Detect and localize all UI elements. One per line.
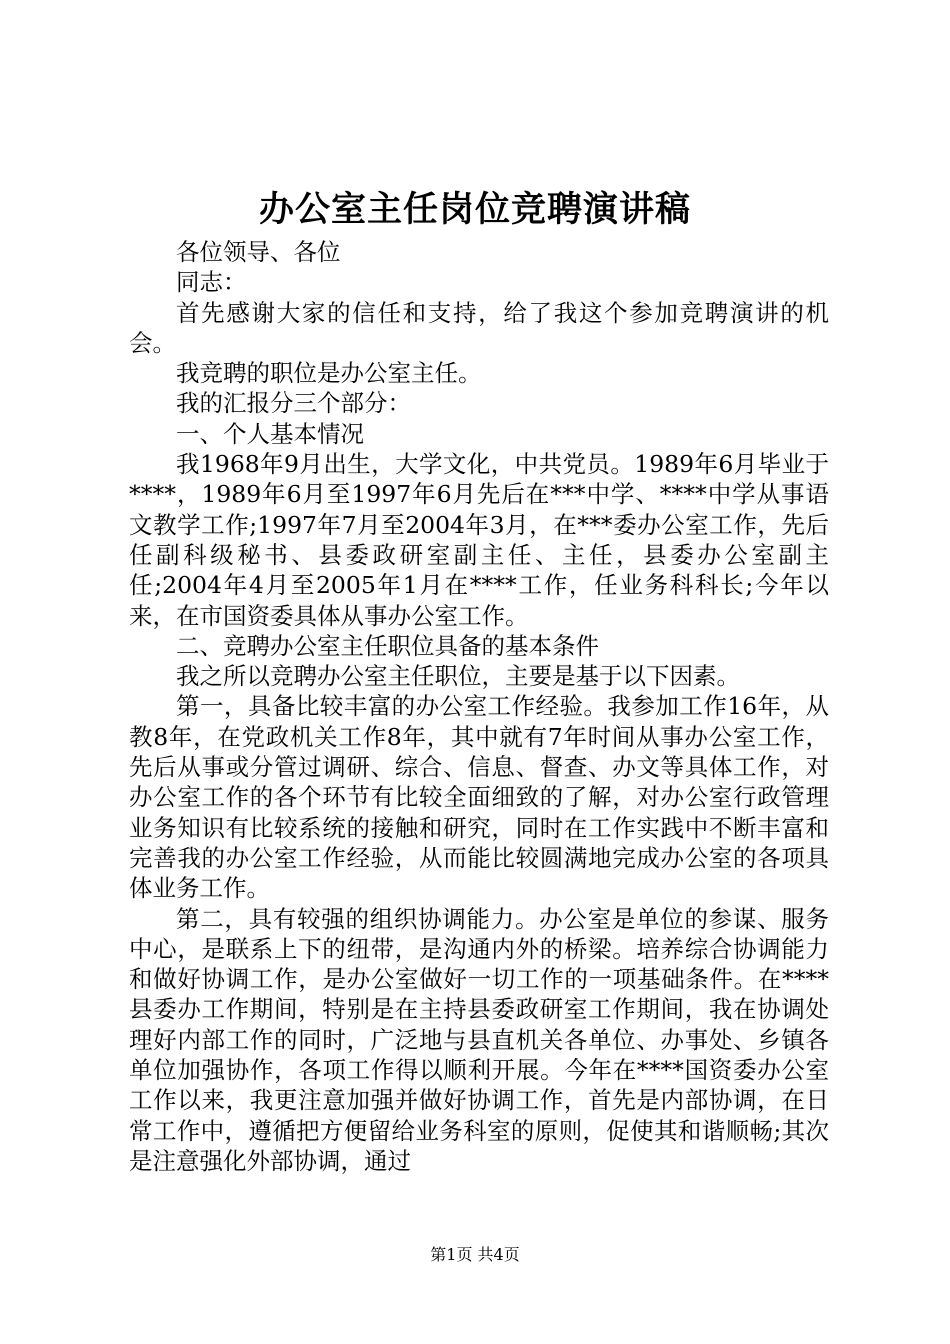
paragraph-background: 我1968年9月出生，大学文化，中共党员。1989年6月毕业于****，1989年6月至1997年6月先后在***中学、****中学从事语文教学工作;1997年7月至2004年3月，在***委办公室工作，先后任副科级秘书、县委政研室副主任、主任，县委办公室副主任;2004年4月至2005年1月在****工作，任业务科科长;今年以来，在市国资委具体从事办公室工作。 (129, 450, 829, 630)
document-title: 办公室主任岗位竞聘演讲稿 (258, 189, 691, 230)
paragraph-opening: 首先感谢大家的信任和支持，给了我这个参加竞聘演讲的机会。 (129, 298, 829, 357)
paragraph-reason-1: 第一，具备比较丰富的办公室工作经验。我参加工作16年，从教8年，在党政机关工作8年，其中就有7年时间从事办公室工作，先后从事或分管过调研、综合、信息、督查、办文等具体工作，对办公室工作的各个环节有比较全面细致的了解，对办公室行政管理业务知识有比较系统的接触和研究，同时在工作实践中不断丰富和完善我的办公室工作经验，从而能比较圆满地完成办公室的各项具体业务工作。 (129, 692, 829, 903)
paragraph-reasons-intro: 我之所以竞聘办公室主任职位，主要是基于以下因素。 (176, 662, 740, 691)
paragraph-position: 我竞聘的职位是办公室主任。 (176, 359, 482, 388)
page-number-footer: 第1页 共4页 (430, 1245, 520, 1264)
paragraph-reason-2: 第二，具有较强的组织协调能力。办公室是单位的参谋、服务中心，是联系上下的纽带，是沟通内外的桥梁。培养综合协调能力和做好协调工作，是办公室做好一切工作的一项基础条件。在****县委办工作期间，特别是在主持县委政研室工作期间，我在协调处理好内部工作的同时，广泛地与县直机关各单位、办事处、乡镇各单位加强协作，各项工作得以顺利开展。今年在****国资委办公室工作以来，我更注意加强并做好协调工作，首先是内部协调，在日常工作中，遵循把方便留给业务科室的原则，促使其和谐顺畅;其次是注意强化外部协调，通过 (129, 904, 829, 1175)
document-body (129, 237, 829, 1176)
paragraph-salutation-2: 同志： (176, 268, 247, 297)
section-heading-2: 二、竞聘办公室主任职位具备的基本条件 (176, 631, 599, 660)
paragraph-salutation-1: 各位领导、各位 (176, 238, 341, 266)
paragraph-outline: 我的汇报分三个部分： (176, 389, 411, 418)
section-heading-1: 一、个人基本情况 (176, 419, 364, 448)
